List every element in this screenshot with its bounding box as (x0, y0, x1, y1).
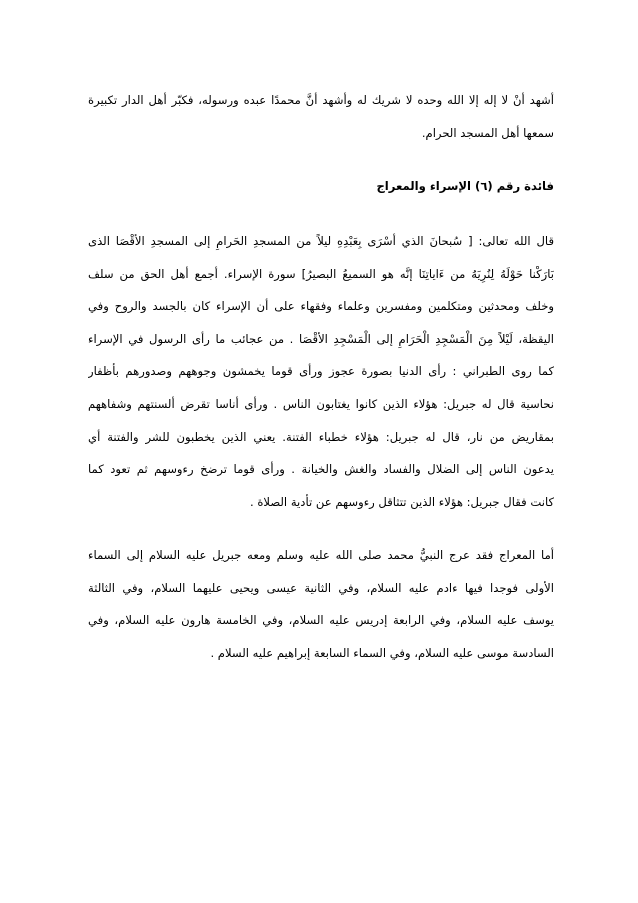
paragraph-line: قال الله تعالى: [ سُبحانَ الذي أسْرَى بِعَبْدِهِ ليلاً من المسجدِ الحَرامِ إلى المسجدِ الأقْصَا الذى (88, 234, 554, 248)
paragraph-line: اليقظة، لَيْلاً مِنَ الْمَسْجِدِ الْحَرَامِ إلى الْمَسْجِدِ الأقْصَا . من عجائب ما رأى الرسول في الإسراء (88, 331, 554, 346)
paragraph-line: نحاسية قال له جبريل: هؤلاء الذين كانوا يغتابون الناس . ورأى أناسا تقرض ألسنتهم وشفاههم (88, 396, 554, 411)
heading-text: فائدة رقم (٦) الإسراء والمعراج (376, 179, 554, 193)
paragraph-line: بمقاريض من نار، قال له جبريل: هؤلاء خطباء الفتنة. يعني الذين يخطبون للشر والفتنة أي (88, 429, 554, 444)
paragraph-line: كما روى الطبراني : رأى الدنيا بصورة عجوز ورأى قوما يخمشون وجوههم وصدورهم بأظفار (88, 364, 554, 379)
paragraph-line: السادسة موسى عليه السلام، وفي السماء السابعة إبراهيم عليه السلام . (210, 645, 554, 660)
paragraph-line: أما المعراج فقد عرج النبيُّ محمد صلى الله عليه وسلم ومعه جبريل عليه السلام إلى السماء (88, 548, 554, 562)
paragraph-line: سمعها أهل المسجد الحرام. (421, 125, 554, 140)
intro-paragraph (88, 84, 554, 149)
paragraph-line: يوسف عليه السلام، وفي الرابعة إدريس عليه السلام، وفي الخامسة هارون عليه السلام، وفي (88, 613, 554, 628)
isra-paragraph (88, 225, 554, 518)
paragraph-line: أشهد أنْ لا إله إلا الله وحده لا شريك له وأشهد أنَّ محمدًا عبده ورسوله، فكبّر أهل الدار تكبيرة (88, 93, 554, 107)
paragraph-line: الأولى فوجدا فيها ءادم عليه السلام، وفي الثانية عيسى ويحيى عليهما السلام، وفي الثالثة (88, 580, 554, 595)
paragraph-line: يدعون الناس إلى الضلال والفساد والغش والخيانة . ورأى قوما ترضخ رءوسهم ثم تعود كما (88, 462, 554, 477)
paragraph-line: كانت فقال جبريل: هؤلاء الذين تتثاقل رءوسهم عن تأدية الصلاة . (249, 494, 554, 509)
section-heading (88, 170, 554, 203)
paragraph-line: وخلف ومحدثين ومتكلمين ومفسرين وعلماء وفقهاء على أن الإسراء كان بالجسد والروح وفي (88, 299, 554, 314)
miraj-paragraph (88, 539, 554, 669)
paragraph-line: بَارَكْنا حَوْلَهُ لِنُرِيَهُ من ءَاياتِنَا إنَّه هو السميعُ البصيرُ] سورة الإسراء. أجمع أهل الحق من سلف (88, 266, 554, 281)
